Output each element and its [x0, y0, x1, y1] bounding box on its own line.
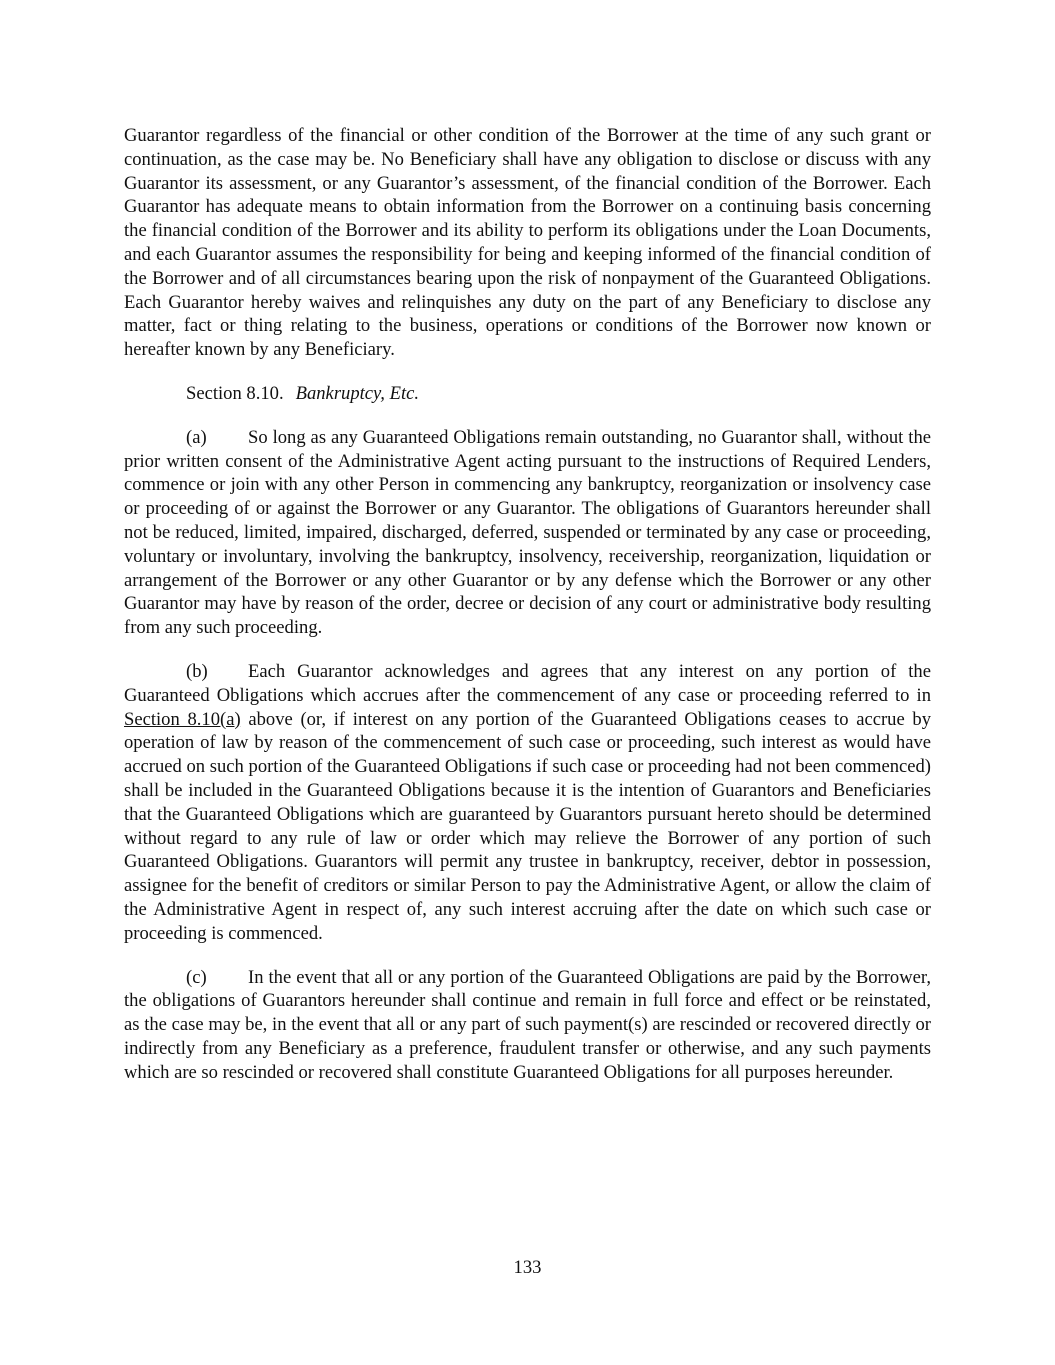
subsection-b-text-after: above (or, if interest on any portion of the Guaranteed Obligations ceases to accrue by operation of law by reason of the commencement of such case or proceeding, such interest as would have accrued on such portion of the Guaranteed Obligations if such case or proceeding had not been commenced) shall be included in the Guaranteed Obligations because it is the intention of Guarantors and Beneficiaries that the Guaranteed Obligations which are guaranteed by Guarantors pursuant hereto should be determined without regard to any rule of law or order which may relieve the Borrower of any portion of such Guaranteed Obligations. Guarantors will permit any trustee in bankruptcy, receiver, debtor in possession, assignee for the benefit of creditors or similar Person to pay the Administrative Agent, or allow the claim of the Administrative Agent in respect of, any such interest accruing after the date on which such case or proceeding is commenced. [124, 708, 931, 944]
section-cross-reference-link[interactable]: Section 8.10(a) [124, 708, 241, 730]
section-title: Bankruptcy, Etc. [295, 382, 420, 404]
subsection-c-text: In the event that all or any portion of the Guaranteed Obligations are paid by the Borrower, the obligations of Guarantors hereunder shall continue and remain in full force and effect or be reinstated, as the case may be, in the event that all or any part of such payment(s) are rescinded or recovered directly or indirectly from any Beneficiary as a preference, fraudulent transfer or otherwise, and any such payments which are so rescinded or recovered shall constitute Guaranteed Obligations for all purposes hereunder. [124, 966, 931, 1083]
section-number: Section 8.10. [186, 382, 284, 404]
subsection-a-text: So long as any Guaranteed Obligations remain outstanding, no Guarantor shall, without the prior written consent of the Administrative Agent acting pursuant to the instructions of Required Lenders, commence or join with any other Person in commencing any bankruptcy, reorganization or insolvency case or proceeding of or against the Borrower or any Guarantor. The obligations of Guarantors hereunder shall not be reduced, limited, impaired, discharged, deferred, suspended or terminated by any case or proceeding, voluntary or involuntary, involving the bankruptcy, insolvency, receivership, reorganization, liquidation or arrangement of the Borrower or any other Guarantor or by any defense which the Borrower or any other Guarantor may have by reason of the order, decree or decision of any court or administrative body resulting from any such proceeding. [124, 426, 931, 639]
subsection-c-label: (c) [186, 966, 207, 988]
page-number: 133 [513, 1257, 542, 1278]
subsection-b-label: (b) [186, 660, 208, 682]
paragraph-continuation: Guarantor regardless of the financial or other condition of the Borrower at the time of any such grant or continuation, as the case may be. No Beneficiary shall have any obligation to disclose or discuss with any Guarantor its assessment, or any Guarantor’s assessment, of the financial condition of the Borrower. Each Guarantor has adequate means to obtain information from the Borrower on a continuing basis concerning the financial condition of the Borrower and its ability to perform its obligations under the Loan Documents, and each Guarantor assumes the responsibility for being and keeping informed of the financial condition of the Borrower and of all circumstances bearing upon the risk of nonpayment of the Guaranteed Obligations. Each Guarantor hereby waives and relinquishes any duty on the part of any Beneficiary to disclose any matter, fact or thing relating to the business, operations or conditions of the Borrower now known or hereafter known by any Beneficiary. [124, 125, 931, 361]
subsection-a-label: (a) [186, 426, 207, 448]
subsection-a [124, 426, 931, 640]
section-heading [124, 382, 931, 406]
subsection-b [124, 660, 931, 946]
subsection-c [124, 966, 931, 1085]
subsection-b-text-before: Each Guarantor acknowledges and agrees that any interest on any portion of the Guaranteed Obligations which accrues after the commencement of any case or proceeding referred to in [124, 660, 931, 706]
document-body [124, 124, 931, 1104]
